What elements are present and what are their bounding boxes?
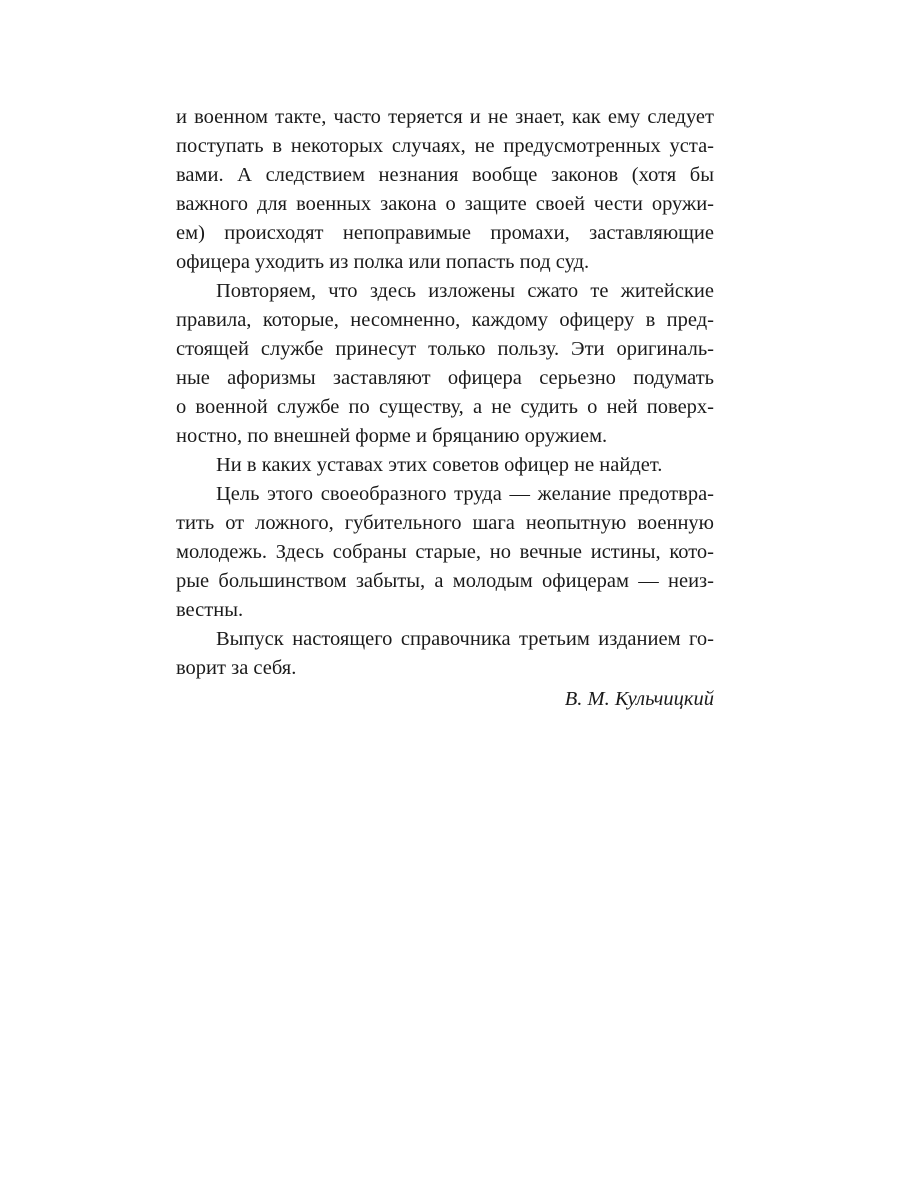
text-line: вами. А следствием незнания вообще законов (хотя бы [176,164,714,186]
text-line: поступать в некоторых случаях, не предусмотренных уста- [176,135,714,157]
paragraph-3 [176,451,714,480]
text-line: ные афоризмы заставляют офицера серьезно подумать [176,367,714,389]
text-line: Повторяем, что здесь изложены сжато те житейские [216,280,714,302]
text-line: и военном такте, часто теряется и не знает, как ему следует [176,106,714,128]
paragraph-1 [176,103,714,277]
text-line: Цель этого своеобразного труда — желание предотвра- [216,483,714,505]
paragraph-5 [176,625,714,683]
text-line: тить от ложного, губительного шага неопытную военную [176,512,714,534]
text-line: ем) происходят непоправимые промахи, заставляющие [176,222,714,244]
text-line: Ни в каких уставах этих советов офицер не найдет. [216,454,663,476]
text-line: ворит за себя. [176,657,297,679]
body-text [176,103,714,714]
text-line: правила, которые, несомненно, каждому офицеру в пред- [176,309,714,331]
text-line: вестны. [176,599,244,621]
text-line: о военной службе по существу, а не судить о ней поверх- [176,396,714,418]
text-line: Выпуск настоящего справочника третьим изданием го- [216,628,714,650]
text-line: молодежь. Здесь собраны старые, но вечные истины, кото- [176,541,714,563]
text-line: стоящей службе принесут только пользу. Эти оригиналь- [176,338,714,360]
text-line: важного для военных закона о защите своей чести оружи- [176,193,714,215]
author-signature: В. М. Кульчицкий [564,688,714,710]
text-line: офицера уходить из полка или попасть под суд. [176,251,590,273]
text-line: ностно, по внешней форме и бряцанию оружием. [176,425,608,447]
text-line: рые большинством забыты, а молодым офицерам — неиз- [176,570,714,592]
paragraph-4 [176,480,714,625]
paragraph-2 [176,277,714,451]
